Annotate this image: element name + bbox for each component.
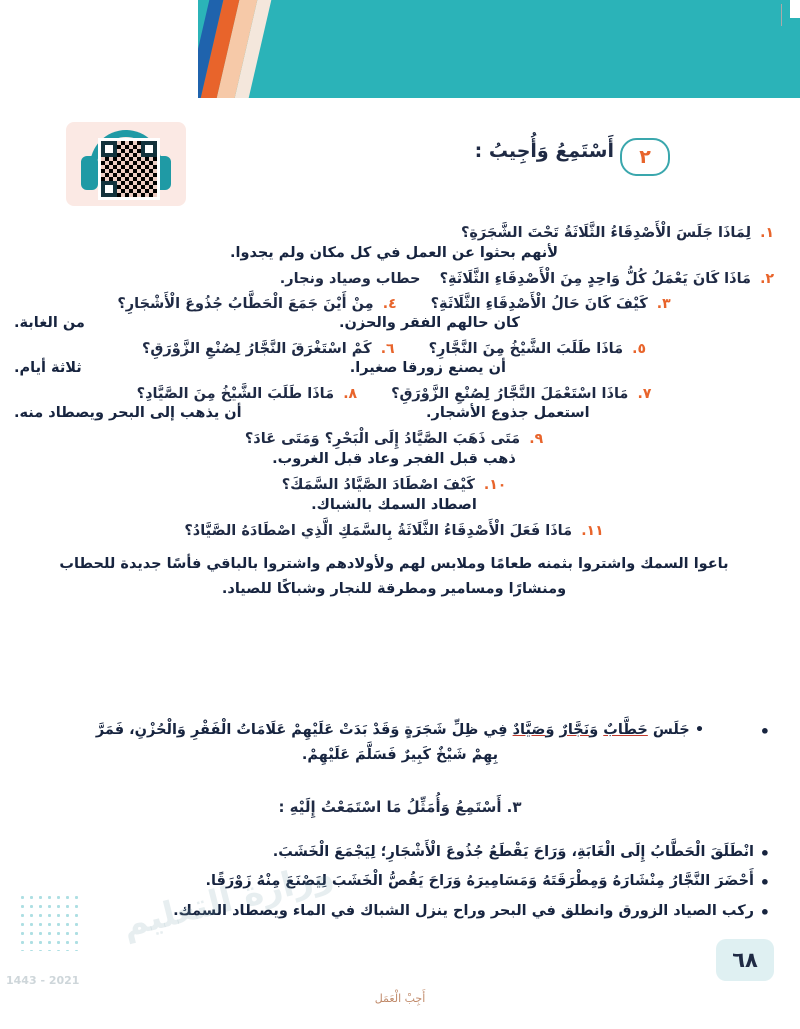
story-text-d: فِي ظِلِّ شَجَرَةٍ وَقَدْ بَدَتْ عَلَيْهِمْ عَلَامَاتُ الْفَقْرِ وَالْحُزْنِ، فَمَرَّ xyxy=(95,722,513,738)
question-6-number: ٦. xyxy=(380,341,395,358)
answer-9: ذهب قبل الفجر وعاد قبل الغروب. xyxy=(272,451,516,468)
question-row-3-4 xyxy=(14,291,774,315)
answer-row-7-8 xyxy=(14,405,774,421)
footer-note: أَجِبْ الْعَمَل xyxy=(374,992,426,1005)
answer-11-paragraph: باعوا السمك واشتروا بثمنه طعامًا وملابس لهم ولأولادهم واشتروا بالباقي فأسًا جديدة للحطاب ومنشارًا ومسامير ومطرقة للنجار وشباكًا للصياد. xyxy=(59,556,729,597)
subsection-bullets xyxy=(0,840,800,928)
answer-7: استعمل جذوع الأشجار. xyxy=(426,405,590,422)
question-2-number: ٢. xyxy=(760,271,774,288)
dot-pattern-decoration xyxy=(18,893,78,951)
question-8-text: مَاذَا طَلَبَ الشَّيْخُ مِنَ الصَّيَّادِ؟ xyxy=(136,386,335,403)
ministry-label xyxy=(6,972,126,987)
answer-8: أن يذهب إلى البحر ويصطاد منه. xyxy=(14,405,242,422)
question-10-number: ١٠. xyxy=(483,477,507,494)
answer-10: اصطاد السمك بالشباك. xyxy=(311,497,477,514)
ministry-year: 1443 - 2021 xyxy=(6,974,80,987)
question-row-5-6 xyxy=(14,336,774,360)
answer-1: لأنهم بحثوا عن العمل في كل مكان ولم يجدوا. xyxy=(229,245,559,262)
question-4-text: مِنْ أَيْنَ جَمَعَ الْحَطَّابُ جُذُوعَ الْأَشْجَارِ؟ xyxy=(117,296,374,313)
story-text-a: جَلَسَ xyxy=(647,722,690,738)
answer-4: من الغابة. xyxy=(14,315,85,332)
questions-area xyxy=(0,220,800,601)
story-underline-2: نَجَّارٌ xyxy=(559,722,590,738)
page-number: ٦٨ xyxy=(716,939,774,981)
listening-header xyxy=(0,116,800,208)
question-10-text: كَيْفَ اصْطَادَ الصَّيَّادُ السَّمَكَ؟ xyxy=(281,477,475,494)
banner-stripe-white xyxy=(186,0,198,98)
question-6-text: كَمْ اسْتَغْرَقَ النَّجَّارُ لِصُنْعِ الزَّوْرَقِ؟ xyxy=(141,341,372,358)
story-bullet-block xyxy=(0,718,800,763)
answer-3: كان حالهم الفقر والحزن. xyxy=(339,315,520,332)
crop-mark xyxy=(781,4,782,26)
page-title: أَسْتَمِعُ وَأُجِيبُ : xyxy=(474,140,614,162)
question-3 xyxy=(431,291,671,315)
question-5-text: مَاذَا طَلَبَ الشَّيْخُ مِنَ النَّجَّارِ؟ xyxy=(428,341,624,358)
page-top-banner xyxy=(0,0,800,108)
banner-right-notch xyxy=(790,0,800,18)
question-3-text: كَيْفَ كَانَ حَالُ الْأَصْدِقَاءِ الثَّلَاثَةِ؟ xyxy=(430,296,648,313)
question-8-number: ٨. xyxy=(343,386,358,403)
question-4-number: ٤. xyxy=(382,296,397,313)
story-text-c: وَ xyxy=(545,722,560,738)
question-1 xyxy=(14,220,774,244)
answer-5: أن يصنع زورقا صغيرا. xyxy=(349,360,507,377)
banner-left-white-block xyxy=(0,0,187,98)
question-row-7-8 xyxy=(14,381,774,405)
question-8 xyxy=(137,381,357,405)
subsection-bullet-2: • أَحْضَرَ النَّجَّارُ مِنْشَارَهُ وَمِطْرَقَتَهُ وَمَسَامِيرَهُ وَرَاحَ يَقُصُّ الْخَشَبَ لِيَصْنَعَ مِنْهُ زَوْرَقًا. xyxy=(30,869,770,894)
question-9 xyxy=(14,426,774,450)
question-7-text: مَاذَا اسْتَعْمَلَ النَّجَّارُ لِصُنْعِ الزَّوْرَقِ؟ xyxy=(391,386,629,403)
question-5 xyxy=(429,336,646,360)
question-1-text: لِمَاذَا جَلَسَ الْأَصْدِقَاءُ الثَّلَاثَةُ تَحْتَ الشَّجَرَةِ؟ xyxy=(460,225,752,241)
question-2-text: مَاذَا كَانَ يَعْمَلُ كُلُّ وَاحِدٍ مِنَ الْأَصْدِقَاءِ الثَّلَاثَةِ؟ xyxy=(439,271,752,288)
story-bullet: • • جَلَسَ حَطَّابٌ وَنَجَّارٌ وَصَيَّادٌ فِي ظِلِّ شَجَرَةٍ وَقَدْ بَدَتْ عَلَيْهِمْ عَلَامَاتُ الْفَقْرِ وَالْحُزْنِ، فَمَرَّ xyxy=(30,718,770,743)
question-9-text: مَتَى ذَهَبَ الصَّيَّادُ إِلَى الْبَحْرِ؟ وَمَتَى عَادَ؟ xyxy=(244,431,521,448)
question-11-number: ١١. xyxy=(581,523,604,540)
question-2 xyxy=(14,266,774,290)
subsection-bullet-1: • انْطَلَقَ الْحَطَّابُ إِلَى الْغَابَةِ، وَرَاحَ يَقْطَعُ جُذُوعَ الْأَشْجَارِ؛ لِيَجْمَعَ الْخَشَبَ. xyxy=(30,840,770,865)
question-7-number: ٧. xyxy=(637,386,652,403)
story-text-b: وَ xyxy=(589,722,604,738)
question-6 xyxy=(142,336,395,360)
ministry-watermark: وزارة التعليم xyxy=(118,854,338,946)
subsection-bullet-3: • ركب الصياد الزورق وانطلق في البحر وراح ينزل الشباك في الماء ويصطاد السمك. xyxy=(30,899,770,924)
story-line-2: بِهِمْ شَيْخٌ كَبِيرٌ فَسَلَّمَ عَلَيْهِمْ. xyxy=(301,747,499,764)
answer-2: حطاب وصياد ونجار. xyxy=(279,271,421,288)
question-5-number: ٥. xyxy=(632,341,647,358)
question-10 xyxy=(14,472,774,496)
answer-row-5-6 xyxy=(14,360,774,376)
section-number-badge: ٢ xyxy=(620,138,670,176)
question-11 xyxy=(14,518,774,542)
qr-code-icon[interactable] xyxy=(98,138,160,200)
question-4 xyxy=(117,291,396,315)
question-1-number: ١. xyxy=(760,225,774,241)
story-underline-1: حَطَّابٌ xyxy=(603,722,648,738)
question-11-text: مَاذَا فَعَلَ الْأَصْدِقَاءُ الثَّلَاثَةُ بِالسَّمَكِ الَّذِي اصْطَادَهُ الصَّيَّادُ؟ xyxy=(184,523,573,540)
subsection-title: ٣. أَسْتَمِعُ وَأُمَثِّلُ مَا اسْتَمَعْتُ إِلَيْهِ : xyxy=(278,798,522,816)
story-underline-3: صَيَّادٌ xyxy=(512,722,546,738)
question-3-number: ٣. xyxy=(656,296,671,313)
question-9-number: ٩. xyxy=(529,431,544,448)
question-7 xyxy=(391,381,651,405)
answer-6: ثلاثة أيام. xyxy=(14,360,82,377)
answer-row-3-4 xyxy=(14,315,774,331)
